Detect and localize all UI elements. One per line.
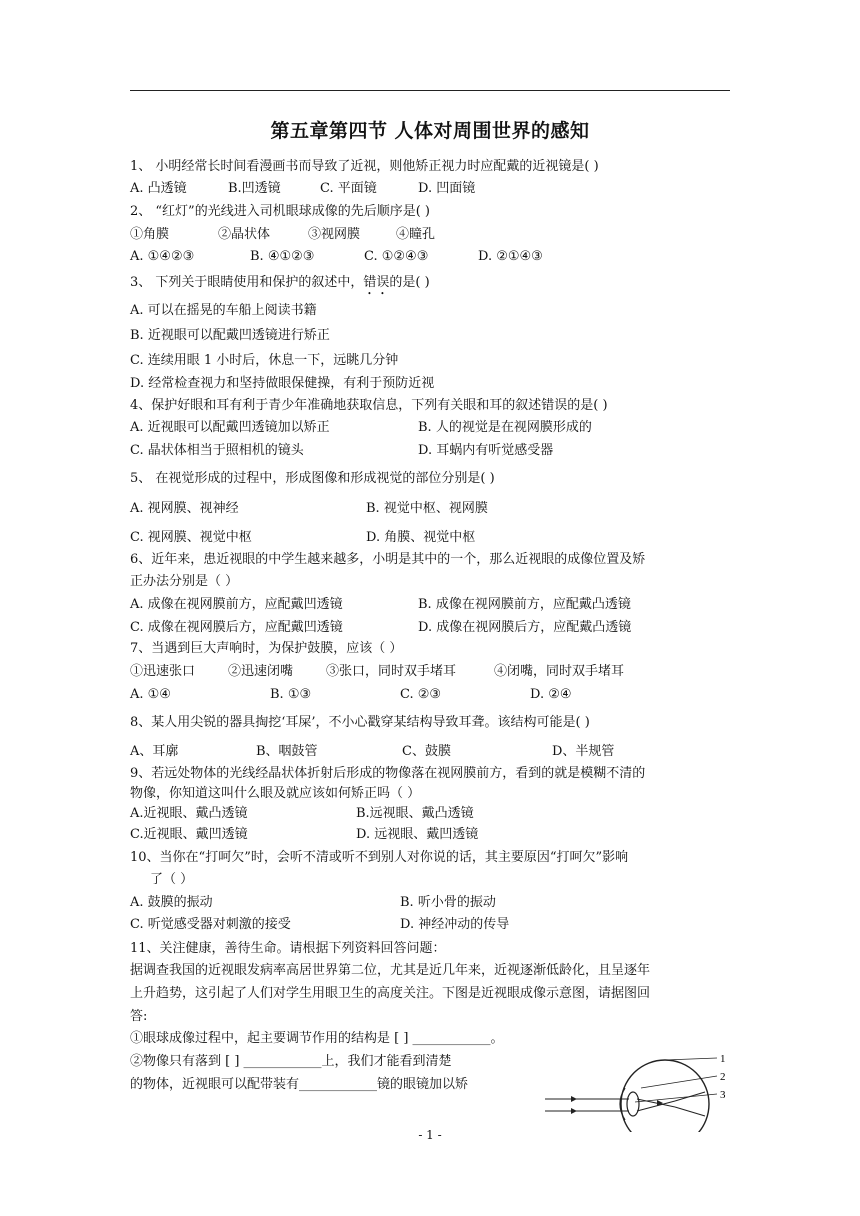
q8-option-d: D、半规管 — [552, 744, 615, 759]
q4-stem: 4、保护好眼和耳有利于青少年准确地获取信息，下列有关眼和耳的叙述错误的是( ) — [130, 398, 608, 413]
q11-material-line2: 上升趋势，这引起了人们对学生用眼卫生的高度关注。下图是近视眼成像示意图，请据图回 — [130, 986, 651, 1001]
q7-option-a: A. ①④ — [130, 687, 171, 702]
q6-option-a: A. 成像在视网膜前方，应配戴凹透镜 — [130, 597, 343, 612]
q5-option-a: A. 视网膜、视神经 — [130, 501, 239, 516]
q5-stem: 5、 在视觉形成的过程中，形成图像和形成视觉的部位分别是( ) — [130, 471, 495, 486]
q11-subquestion-2-cont: 的物体，近视眼可以配带装有____________镜的眼镜加以矫 — [130, 1077, 469, 1092]
q5-option-b: B. 视觉中枢、视网膜 — [366, 501, 488, 516]
q7-option-c: C. ②③ — [400, 687, 442, 702]
diagram-label-3: 3 — [720, 1089, 726, 1101]
q3-stem — [130, 274, 430, 298]
ray-arrow — [571, 1108, 577, 1114]
q8-option-b: B、咽鼓管 — [256, 744, 318, 759]
q6-option-d: D. 成像在视网膜后方，应配戴凸透镜 — [418, 620, 632, 635]
q3-option-d: D. 经常检查视力和坚持做眼保健操，有利于预防近视 — [130, 376, 435, 391]
q1-option-b: B.凹透镜 — [228, 181, 281, 196]
q11-subquestion-1: ①眼球成像过程中，起主要调节作用的结构是 [ ] ____________。 — [130, 1031, 504, 1046]
page-title: 第五章第四节 人体对周围世界的感知 — [270, 120, 590, 142]
q2-option-c: C. ①②④③ — [364, 249, 429, 264]
q5-option-d: D. 角膜、视觉中枢 — [366, 530, 476, 545]
q10-stem-line2: 了（ ） — [150, 872, 194, 887]
q9-stem-line2: 物像，你知道这叫什么眼及就应该如何矫正吗（ ） — [130, 786, 421, 801]
q2-option-a: A. ①④②③ — [130, 249, 195, 264]
ray-arrow — [571, 1096, 577, 1102]
q2-option-d: D. ②①④③ — [478, 249, 543, 264]
q1-stem: 1、 小明经常长时间看漫画书而导致了近视，则他矫正视力时应配戴的近视镜是( ) — [130, 159, 599, 174]
q7-item-1: ①迅速张口 — [130, 664, 196, 679]
q9-option-d: D. 远视眼、戴凹透镜 — [356, 827, 479, 842]
q3-stem-end: 的是( ) — [389, 275, 430, 290]
page-number: - 1 - — [418, 1128, 442, 1142]
diagram-label-2: 2 — [720, 1071, 726, 1083]
q4-option-b: B. 人的视觉是在视网膜形成的 — [418, 420, 592, 435]
q1-option-d: D. 凹面镜 — [418, 181, 476, 196]
leader-line-1 — [665, 1058, 717, 1060]
q7-option-d: D. ②④ — [530, 687, 572, 702]
q10-option-c: C. 听觉感受器对刺激的接受 — [130, 917, 291, 932]
q11-stem: 11、关注健康，善待生命。请根据下列资料回答问题： — [130, 941, 446, 956]
q6-option-c: C. 成像在视网膜后方，应配戴凹透镜 — [130, 620, 343, 635]
q7-option-b: B. ①③ — [270, 687, 312, 702]
q7-stem: 7、当遇到巨大声响时，为保护鼓膜，应该（ ） — [130, 641, 403, 656]
q9-option-c: C.近视眼、戴凹透镜 — [130, 827, 248, 842]
q10-stem-line1: 10、当你在“打呵欠”时，会听不清或听不到别人对你说的话，其主要原因“打呵欠”影响 — [130, 850, 629, 865]
q9-stem-line1: 9、若远处物体的光线经晶状体折射后形成的物像落在视网膜前方，看到的就是模糊不清的 — [130, 766, 646, 781]
q2-item-1: ①角膜 — [130, 227, 170, 242]
header-rule — [130, 90, 730, 91]
q3-option-a: A. 可以在摇晃的车船上阅读书籍 — [130, 303, 317, 318]
q2-item-3: ③视网膜 — [308, 227, 361, 242]
q4-option-d: D. 耳蜗内有听觉感受器 — [418, 443, 554, 458]
diverging-ray-top — [675, 1107, 705, 1116]
q4-option-c: C. 晶状体相当于照相机的镜头 — [130, 443, 304, 458]
q1-option-a: A. 凸透镜 — [130, 181, 187, 196]
q1-option-c: C. 平面镜 — [320, 181, 377, 196]
q8-option-a: A、耳廓 — [130, 744, 179, 759]
diagram-label-1: 1 — [720, 1053, 726, 1065]
q3-option-b: B. 近视眼可以配戴凹透镜进行矫正 — [130, 328, 330, 343]
q10-option-b: B. 听小骨的振动 — [400, 895, 496, 910]
q7-item-2: ②迅速闭嘴 — [228, 664, 294, 679]
q2-item-2: ②晶状体 — [218, 227, 271, 242]
q4-option-a: A. 近视眼可以配戴凹透镜加以矫正 — [130, 420, 330, 435]
q6-stem-line1: 6、近年来，患近视眼的中学生越来越多，小明是其中的一个，那么近视眼的成像位置及矫 — [130, 552, 646, 567]
q9-option-a: A.近视眼、戴凸透镜 — [130, 806, 248, 821]
q3-stem-start: 3、 下列关于眼睛使用和保护的叙述中， — [130, 275, 364, 290]
q2-option-b: B. ④①②③ — [250, 249, 315, 264]
q2-stem: 2、 “红灯”的光线进入司机眼球成像的先后顺序是( ) — [130, 204, 430, 219]
q7-item-3: ③张口，同时双手堵耳 — [326, 664, 457, 679]
q3-stem-emphasis: 错误 — [363, 275, 390, 290]
q5-option-c: C. 视网膜、视觉中枢 — [130, 530, 252, 545]
q10-option-a: A. 鼓膜的振动 — [130, 895, 213, 910]
q9-option-b: B.远视眼、戴凸透镜 — [356, 806, 474, 821]
q11-material-line3: 答: — [130, 1009, 148, 1024]
q6-stem-line2: 正办法分别是（ ） — [130, 574, 239, 589]
q6-option-b: B. 成像在视网膜前方，应配戴凸透镜 — [418, 597, 631, 612]
q8-option-c: C、鼓膜 — [402, 744, 451, 759]
q8-stem: 8、某人用尖锐的器具掏挖‘耳屎’，不小心戳穿某结构导致耳聋。该结构可能是( ) — [130, 715, 590, 730]
q10-option-d: D. 神经冲动的传导 — [400, 917, 510, 932]
q2-item-4: ④瞳孔 — [396, 227, 436, 242]
q11-material-line1: 据调查我国的近视眼发病率高居世界第二位，尤其是近几年来，近视逐渐低龄化，且呈逐年 — [130, 963, 651, 978]
lens — [627, 1092, 639, 1116]
q3-option-c: C. 连续用眼 1 小时后，休息一下，远眺几分钟 — [130, 353, 399, 368]
q7-item-4: ④闭嘴，同时双手堵耳 — [494, 664, 625, 679]
myopia-eye-diagram — [545, 1052, 735, 1132]
q11-subquestion-2: ②物像只有落到 [ ] ____________上，我们才能看到清楚 — [130, 1054, 452, 1069]
